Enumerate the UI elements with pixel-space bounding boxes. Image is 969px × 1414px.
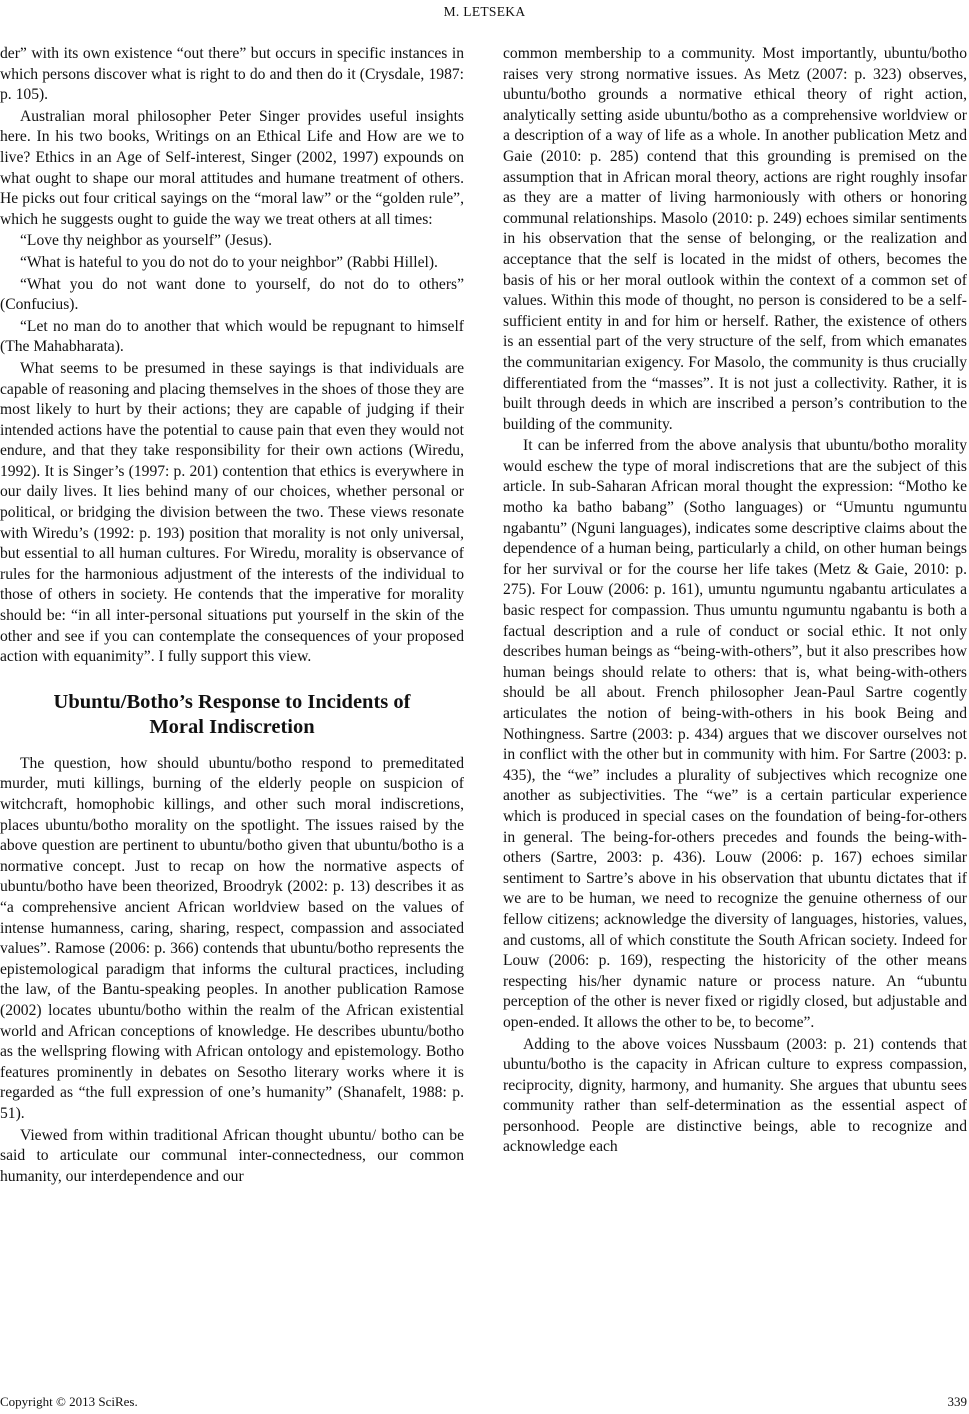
heading-line-2: Moral Indiscretion: [149, 715, 315, 738]
quote-confucius: “What you do not want done to yourself, do not do to others” (Confucius).: [0, 275, 464, 314]
quote-hillel: “What is hateful to you do not do to your neighbor” (Rabbi Hillel).: [20, 253, 438, 271]
running-head: M. LETSEKA: [443, 4, 526, 19]
paragraph: It can be inferred from the above analysis that ubuntu/botho morality would eschew the type of moral indiscretions that are the subject of this article. In sub-Saharan African moral thought the expression: “Motho ke motho ka batho babang” (Sotho languages) or “Umuntu ngumuntu ngabantu” (Nguni languages), indicates some descriptive claims about the dependence of a human being, particularly a child, on other human beings for her survival or for the course her life takes (Metz & Gaie, 2010: p. 275). For Louw (2006: p. 161), umuntu ngumuntu ngabantu articulates a basic respect for compassion. Thus umuntu ngumuntu ngabantu is both a factual description and a rule of conduct or social ethic. It not only describes human beings as “being-with-others”, but it also prescribes how human beings should relate to others: that is, what being-with-others should be all about. French philosopher Jean-Paul Sartre cogently articulates the notion of being-with-others in his book Being and Nothingness. Sartre (2003: p. 434) argues that we discover ourselves not in conflict with the other but in community with him. For Sartre (2003: p. 435), the “we” includes a plurality of subjectives which recognize one another as subjectivities. The “we” is a certain particular experience which is produced in special cases on the foundation of being-for-others in general. The being-for-others precedes and founds the being-with-others (Sartre, 2003: p. 436). Louw (2006: p. 167) echoes similar sentiment to Sartre’s above in his observation that ubuntu dictates that if we are to be human, we need to recognize the genuine otherness of our fellow citizens; acknowledge the diversity of languages, histories, values, and customs, all of which constitute the South African society. Indeed for Louw (2006: p. 169), respecting the historicity of the other means respecting his/her dynamic nature or process nature. An “ubuntu perception of the other is never fixed or rigidly closed, but adjustable and open-ended. It allows the other to be, to become”.: [503, 437, 967, 1031]
copyright-notice: Copyright © 2013 SciRes.: [0, 1394, 138, 1409]
paragraph: What seems to be presumed in these sayings is that individuals are capable of reasoning and placing themselves in the shoes of those they are most likely to hurt by their actions; they are capable of judging if their intended actions have the potential to cause pain that even they would not endure, and that they take responsibility for their own actions (Wiredu, 1992). It is Singer’s (1997: p. 201) contention that ethics is everywhere in our daily lives. It lies behind many of our choices, whether personal or political, or bridging the division between the two. These views resonate with Wiredu’s (1992: p. 193) position that morality is not only universal, but essential to all human cultures. For Wiredu, morality is observance of rules for the harmonious adjustment of the interests of the individual to those of others in society. He contends that the imperative for morality should be: “in all inter-personal situations put yourself in the skin of the other and see if you can contemplate the consequences of your proposed action with equanimity”. I fully support this view.: [0, 359, 464, 666]
heading-line-1: Ubuntu/Botho’s Response to Incidents of: [53, 690, 411, 713]
paragraph: The question, how should ubuntu/botho respond to premeditated murder, muti killings, burning of the elderly people on suspicion of witchcraft, homophobic killings, and other such moral indiscretions, places ubuntu/botho morality on the spotlight. The issues raised by the above question are pertinent to ubuntu/botho given that ubuntu/botho is a normative concept. Just to recap on how the normative aspects of ubuntu/botho have been theorized, Broodryk (2002: p. 13) describes it as “a comprehensive ancient African worldview based on the values of intense humanness, caring, sharing, respect, compassion and associated values”. Ramose (2006: p. 366) contends that ubuntu/botho represents the epistemological paradigm that informs the cultural practices, including the law, of the Bantu-speaking peoples. In another publication Ramose (2002) locates ubuntu/botho within the realm of the African existential world and African conceptions of knowledge. He describes ubuntu/botho as the wellspring flowing with African ontology and epistemology. Botho features prominently in debates on Sesotho literary works where it is regarded as “the full expression of one’s humanity” (Shanafelt, 1988: p. 51).: [0, 754, 464, 1122]
left-column: [0, 44, 464, 1187]
paragraph: common membership to a community. Most importantly, ubuntu/botho raises very strong normative issues. As Metz (2007: p. 323) observes, ubuntu/botho grounds a normative ethical theory of right action, analytically setting aside ubuntu/botho as a comprehensive worldview or a description of a way of life as a whole. In another publication Metz and Gaie (2010: p. 285) contend that this grounding is premised on the assumption that in African moral theory, actions are right roughly insofar as they are a matter of living harmoniously with others or honoring communal relationships. Masolo (2010: p. 249) echoes similar sentiments in his observation that the sense of belonging, or the realization and acceptance that the self is located in the midst of others, becomes the basis of his or her moral outlook within the context of a common set of values. Within this mode of thought, no person is considered to be a self-sufficient entity in and for him or herself. Rather, the existence of others is an essential part of the very structure of the self, from which emanates the communitarian exigency. For Masolo, the community is thus crucially differentiated from the “masses”. It is not just a collectivity. Rather, it is built through deeds in which are inscribed a person’s contribution to the building of the community.: [503, 45, 967, 433]
quote-jesus: “Love thy neighbor as yourself” (Jesus).: [20, 232, 273, 250]
paragraph: Australian moral philosopher Peter Singer provides useful insights here. In his two books, Writings on an Ethical Life and How are we to live? Ethics in an Age of Self-interest, Singer (2002, 1997) expounds on what ought to shape our moral attitudes and humane treatment of others. He picks out four critical sayings on the “moral law” or the “golden rule”, which he suggests ought to guide the way we treat others at all times:: [0, 107, 464, 228]
quote-mahabharata: “Let no man do to another that which would be repugnant to himself (The Mahabharata).: [0, 317, 464, 356]
paragraph: der” with its own existence “out there” but occurs in specific instances in which persons discover what is right to do and then do it (Crysdale, 1987: p. 105).: [0, 45, 464, 104]
paragraph: Viewed from within traditional African thought ubuntu/ botho can be said to articulate our communal inter-connectedness, our common humanity, our interdependence and our: [0, 1126, 464, 1185]
paragraph: Adding to the above voices Nussbaum (2003: p. 21) contends that ubuntu/botho is the capacity in African culture to express compassion, reciprocity, dignity, harmony, and humanity. She argues that ubuntu sees community rather than self-determination as the essential aspect of personhood. People are distinctive beings, able to recognize and acknowledge each: [503, 1035, 967, 1156]
right-column: [503, 44, 967, 1158]
page-number: 339: [947, 1394, 967, 1409]
section-heading: [0, 690, 464, 740]
